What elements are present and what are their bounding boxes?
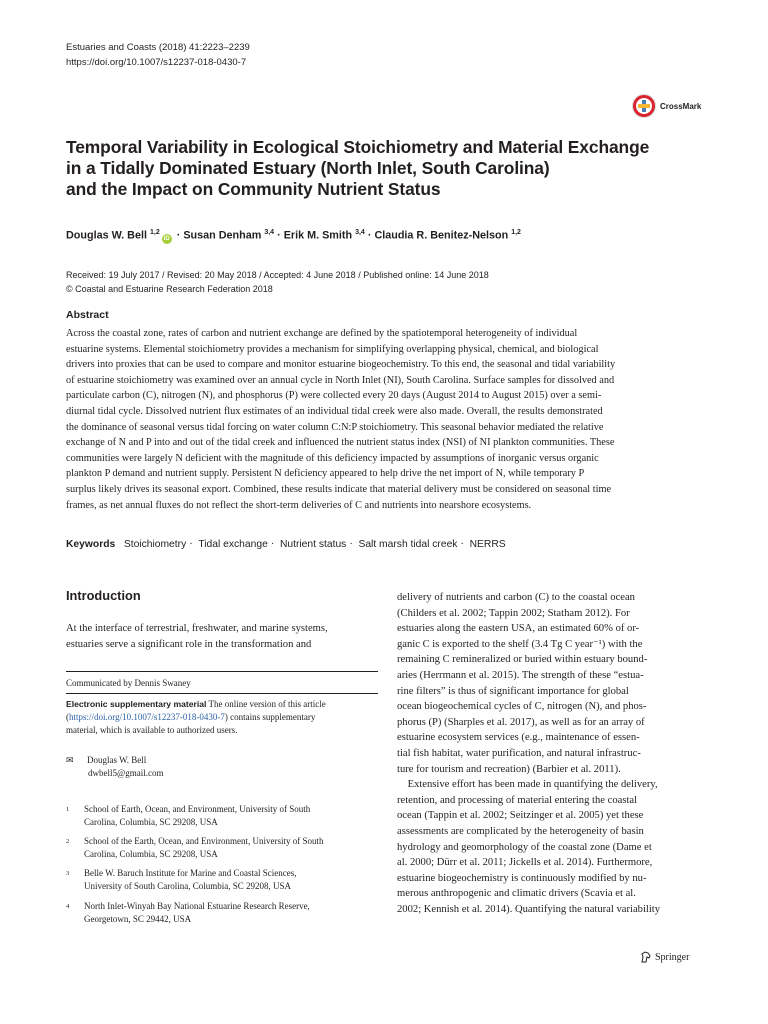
journal-citation: Estuaries and Coasts (2018) 41:2223–2239 [66, 42, 250, 53]
author-name[interactable]: Erik M. Smith [283, 229, 353, 242]
body-line: aries (Herrmann et al. 2015). The strength of these “estua- [397, 669, 644, 681]
affiliation-number: 2 [66, 838, 70, 845]
body-line: retention, and processing of material entering the coastal [397, 794, 638, 806]
column-2-text [397, 590, 703, 917]
abstract-line: estuarine systems. Elemental stoichiometry provides a mechanism for simplifying overlapping physical, chemical, and biological [66, 343, 599, 355]
esm-note: Electronic supplementary material The online version of this article (https://doi.org/10.1007/s12237-018-0430-7) contains supplementary material, which is available to authorized users. [66, 699, 326, 735]
title-line: Temporal Variability in Ecological Stoichiometry and Material Exchange [66, 137, 650, 157]
springer-horse-icon [640, 951, 652, 963]
esm-text: ) contains supplementary [224, 712, 316, 722]
body-line: Extensive effort has been made in quantifying the delivery, [397, 779, 658, 791]
abstract-line: communities were largely N deficient with the magnitude of this deficiency impacted by assumptions of inorganic versus organic [66, 452, 599, 464]
envelope-icon: ✉ [66, 755, 74, 765]
author-affiliation: 3,4 [264, 229, 275, 236]
body-line: assessments are complicated by the heterogeneity of basin [397, 825, 644, 837]
body-line: 2002; Kennish et al. 2014). Quantifying the natural variability [397, 903, 661, 915]
body-line: ocean (Tappin et al. 2002; Seitzinger et al. 2005) yet these [397, 810, 644, 822]
body-line: remaining C remineralized or buried within estuary bound- [397, 654, 648, 666]
abstract-line: of estuarine stoichiometry was examined over an annual cycle in North Inlet (NI), South Carolina. Surface samples for dissolved and [66, 374, 615, 386]
keyword: Salt marsh tidal creek [358, 539, 458, 550]
body-line: tial fish habitat, water purification, and natural infrastruc- [397, 747, 641, 759]
column-1-text [66, 621, 378, 652]
esm-text: material, which is available to authorized users. [66, 725, 238, 735]
abstract-line: plankton P demand and nutrient supply. Persistent N deficiency appeared to help drive the net import of N, while temporary P [66, 468, 585, 480]
body-line: estuarine biogeochemistry is continuously modified by nu- [397, 872, 647, 884]
abstract-line: frames, as net annual fluxes do not reflect the short-term deliveries of C and nutrients into nearshore ecosystems. [66, 499, 532, 511]
body-line: merous anthropogenic and climatic drivers (Scavia et al. [397, 888, 636, 900]
footnote-divider [66, 693, 378, 694]
affiliation-line: Georgetown, SC 29442, USA [84, 914, 192, 924]
crossmark-badge[interactable] [631, 93, 701, 119]
affiliation-line: Carolina, Columbia, SC 29208, USA [84, 849, 218, 859]
corresponding-author [66, 754, 164, 780]
esm-text: The online version of this article [206, 699, 326, 709]
esm-link[interactable]: https://doi.org/10.1007/s12237-018-0430-7 [69, 712, 225, 722]
abstract-line: the dominance of seasonal versus tidal forcing on water column C:N:P stoichiometry. This seasonal behavior mediated the relative [66, 421, 604, 433]
affiliation-line: School of the Earth, Ocean, and Environment, University of South [84, 836, 324, 846]
keyword: Nutrient status [279, 539, 347, 550]
abstract-heading: Abstract [66, 309, 109, 321]
body-line: al. 2000; Dürr et al. 2011; Jickells et al. 2014). Furthermore, [397, 857, 653, 869]
publisher-name: Springer [655, 951, 690, 963]
body-line: estuaries serve a significant role in the transformation and [66, 638, 312, 650]
author-name[interactable]: Douglas W. Bell [66, 229, 147, 242]
corresponding-name: Douglas W. Bell [87, 755, 147, 765]
keyword: Tidal exchange [198, 539, 268, 550]
keywords-heading: Keywords [66, 539, 116, 550]
publication-history [66, 268, 489, 296]
introduction-heading: Introduction [66, 588, 141, 603]
body-line: delivery of nutrients and carbon (C) to the coastal ocean [397, 592, 635, 603]
orcid-icon[interactable]: iD [163, 235, 170, 242]
copyright: © Coastal and Estuarine Research Federation 2018 [66, 284, 273, 294]
article-title [66, 137, 706, 200]
abstract-line: diurnal tidal cycle. Dissolved nutrient flux estimates of an individual tidal creek were also made. Overall, the results demonstrated [66, 405, 603, 417]
affiliation-line: Carolina, Columbia, SC 29208, USA [84, 817, 218, 827]
received-dates: Received: 19 July 2017 / Revised: 20 May 2018 / Accepted: 4 June 2018 / Published online: 14 June 2018 [66, 270, 489, 280]
body-line: ocean biogeochemical cycles of C, nitrogen (N), and phos- [397, 701, 647, 713]
affiliation-number: 3 [66, 870, 70, 877]
corresponding-email[interactable]: dwbell5@gmail.com [88, 768, 164, 778]
abstract-line: exchange of N and P into and out of the tidal creek and influenced the nutrient status index (NSI) of NI plankton communities. These [66, 437, 615, 449]
abstract-line: drivers into proxies that can be used to compare and monitor estuarine biogeochemistry. To this end, the seasonal and tidal variability [66, 359, 616, 371]
author-name[interactable]: Susan Denham [183, 229, 262, 242]
communicated-by: Communicated by Dennis Swaney [66, 678, 191, 688]
title-line: and the Impact on Community Nutrient Status [66, 179, 441, 199]
journal-header [66, 40, 250, 70]
keyword: Stoichiometry [123, 539, 187, 550]
abstract-body [66, 326, 702, 513]
affiliation-line: School of Earth, Ocean, and Environment, University of South [84, 804, 311, 814]
body-line: hydrology and geomorphology of the coastal zone (Dame et [397, 841, 652, 853]
esm-label: Electronic supplementary material [66, 699, 207, 709]
body-line: phorus (P) (Sharples et al. 2017), as well as for an array of [397, 716, 645, 728]
author-list: Douglas W. Bell $^{1,2}$iD · Susan Denham $^{3,4}$ · Erik M. Smith $^{3,4}$ · Claudia R. Benitez-Nelson $^{1,2}$ [66, 229, 521, 242]
crossmark-icon [631, 93, 657, 119]
body-line: At the interface of terrestrial, freshwater, and marine systems, [66, 623, 328, 634]
abstract-line: Across the coastal zone, rates of carbon and nutrient exchange are defined by the spatiotemporal heterogeneity of individual [66, 328, 578, 339]
author-affiliation: 3,4 [355, 229, 365, 236]
journal-doi[interactable]: https://doi.org/10.1007/s12237-018-0430-7 [66, 57, 247, 68]
body-line: (Childers et al. 2002; Tappin 2002; Statham 2012). For [397, 607, 630, 619]
affiliation-line: Belle W. Baruch Institute for Marine and Coastal Sciences, [84, 868, 297, 878]
author-affiliation: 1,2 [511, 229, 521, 236]
affiliation-number: 4 [66, 903, 70, 910]
crossmark-label: CrossMark [660, 101, 702, 111]
keywords: Keywords Stoichiometry · Tidal exchange · Nutrient status · Salt marsh tidal creek · NERRS [66, 539, 506, 550]
title-line: in a Tidally Dominated Estuary (North Inlet, South Carolina) [66, 158, 550, 178]
abstract-line: particulate carbon (C), nitrogen (N), and phosphorus (P) were collected every 20 days (August 2014 to August 2015) over a semi- [66, 390, 602, 402]
body-line: ganic C is exported to the shelf (3.4 Tg C year⁻¹) with the [397, 638, 643, 650]
body-line: rine filters” is thus of significant importance for global [397, 685, 629, 697]
publisher-logo [640, 951, 689, 963]
body-line: estuaries along the eastern USA, an estimated 60% of or- [397, 623, 640, 635]
affiliation-line: University of South Carolina, Columbia, SC 29208, USA [84, 881, 291, 891]
affiliation-line: North Inlet-Winyah Bay National Estuarine Research Reserve, [84, 901, 310, 911]
keyword: NERRS [469, 539, 506, 550]
abstract-line: surplus likely drives its seasonal export. Combined, these results indicate that material delivery must be considered on seasonal time [66, 483, 612, 495]
author-affiliation: 1,2 [150, 229, 160, 236]
author-name[interactable]: Claudia R. Benitez-Nelson [374, 229, 509, 242]
body-line: estuarine ecosystem services (e.g., maintenance of essen- [397, 732, 640, 744]
footnote-divider [66, 671, 378, 672]
affiliation-number: 1 [66, 806, 70, 813]
body-line: ture for tourism and recreation) (Barbier et al. 2011). [397, 763, 621, 775]
